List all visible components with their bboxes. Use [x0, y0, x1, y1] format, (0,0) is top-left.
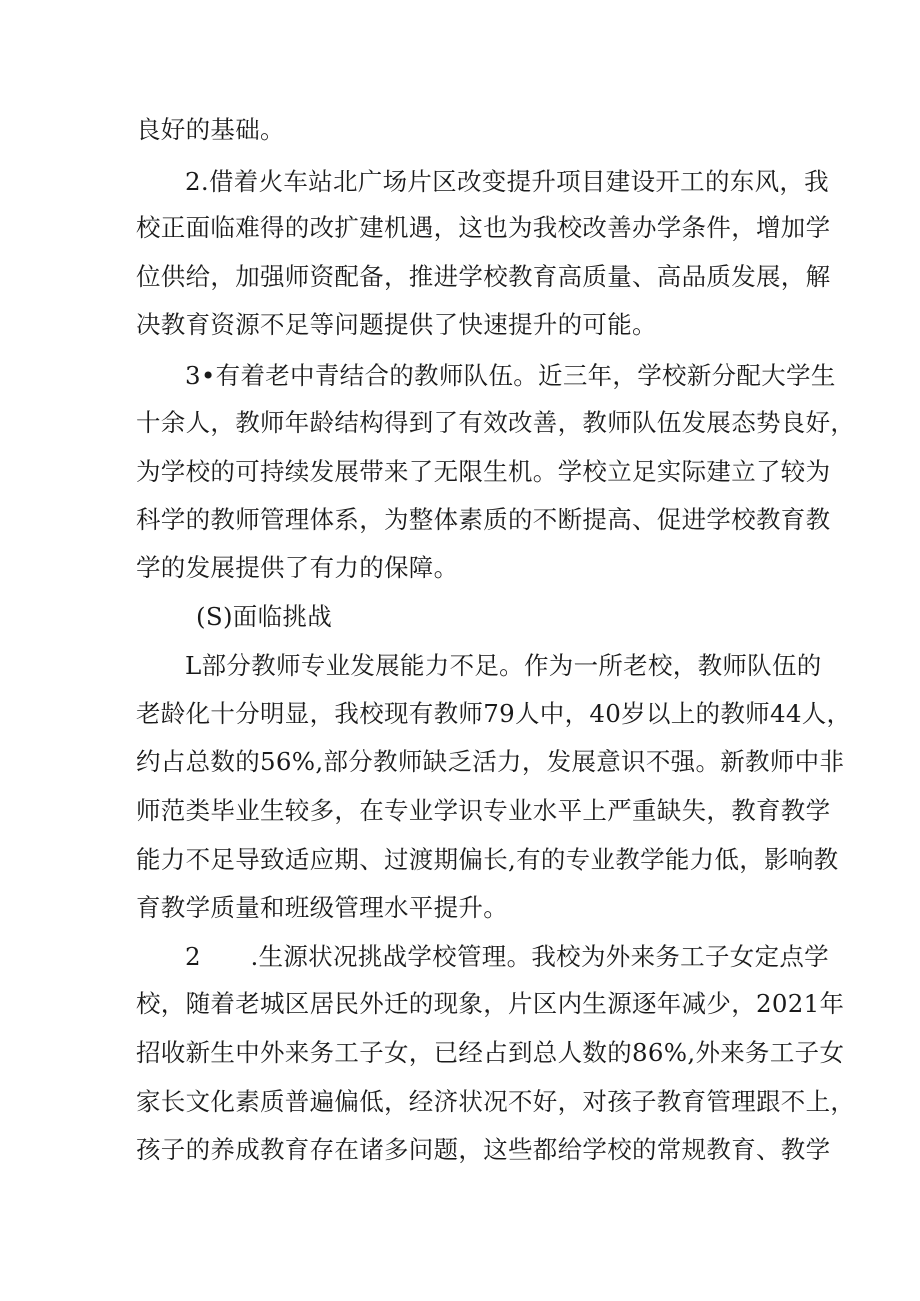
paragraph-4-line-2: 老龄化十分明显，我校现有教师79人中，40岁以上的教师44人，	[136, 699, 852, 728]
paragraph-4-line-6: 育教学质量和班级管理水平提升。	[136, 893, 508, 922]
paragraph-5-line-2: 校，随着老城区居民外迁的现象，片区内生源逐年减少，2021年	[136, 989, 845, 1018]
paragraph-5-line-5: 孩子的养成教育存在诸多问题，这些都给学校的常规教育、教学	[136, 1135, 831, 1164]
paragraph-5-line-4: 家长文化素质普遍偏低，经济状况不好，对孩子教育管理跟不上，	[136, 1087, 856, 1116]
paragraph-4-line-1: L部分教师专业发展能力不足。作为一所老校，教师队伍的	[185, 651, 822, 680]
paragraph-2-line-4: 决教育资源不足等问题提供了快速提升的可能。	[136, 310, 657, 339]
paragraph-3-line-5: 学的发展提供了有力的保障。	[136, 553, 459, 582]
paragraph-3-line-1: 3•有着老中青结合的教师队伍。近三年，学校新分配大学生	[185, 361, 836, 390]
paragraph-3-line-4: 科学的教师管理体系，为整体素质的不断提高、促进学校教育教	[136, 505, 831, 534]
paragraph-2-line-2: 校正面临难得的改扩建机遇，这也为我校改善办学条件，增加学	[136, 213, 831, 242]
paragraph-5-line-3: 招收新生中外来务工子女，已经占到总人数的86%,外来务工子女	[136, 1038, 845, 1067]
paragraph-3-line-2: 十余人，教师年龄结构得到了有效改善，教师队伍发展态势良好，	[136, 408, 856, 437]
paragraph-3-line-3: 为学校的可持续发展带来了无限生机。学校立足实际建立了较为	[136, 457, 831, 486]
paragraph-1-line-1: 良好的基础。	[136, 115, 285, 144]
paragraph-4-line-3: 约占总数的56%,部分教师缺乏活力，发展意识不强。新教师中非	[136, 747, 845, 776]
paragraph-5-line-1: 2 .生源状况挑战学校管理。我校为外来务工子女定点学	[185, 942, 829, 971]
paragraph-2-line-3: 位供给，加强师资配备，推进学校教育高质量、高品质发展，解	[136, 262, 831, 291]
paragraph-4-line-4: 师范类毕业生较多，在专业学识专业水平上严重缺失，教育教学	[136, 796, 831, 825]
paragraph-4-line-5: 能力不足导致适应期、过渡期偏长,有的专业教学能力低，影响教	[136, 845, 839, 874]
section-heading-challenges: (S)面临挑战	[196, 602, 333, 631]
paragraph-2-line-1: 2.借着火车站北广场片区改变提升项目建设开工的东风，我	[185, 167, 829, 196]
